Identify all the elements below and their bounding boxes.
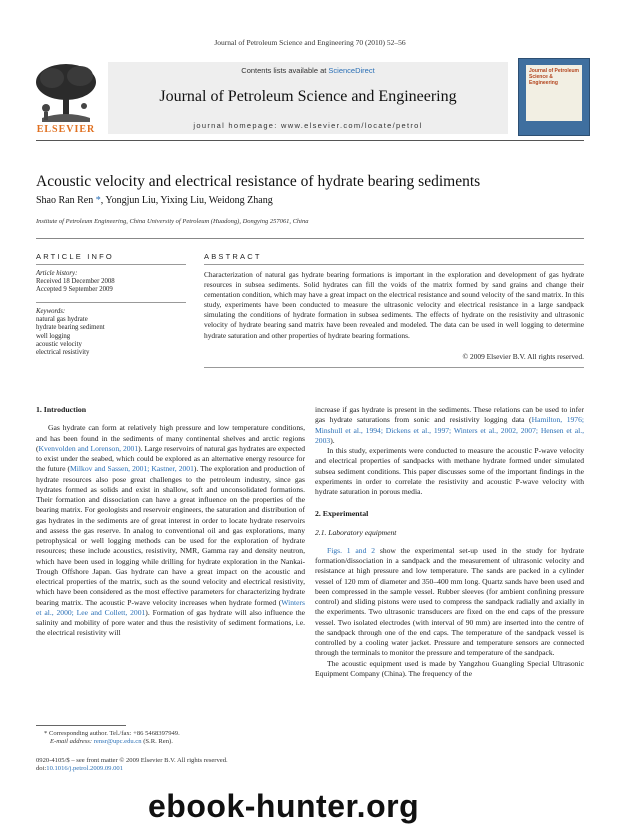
email-suffix: (S.R. Ren). bbox=[141, 738, 173, 746]
article-info-heading: ARTICLE INFO bbox=[36, 252, 114, 261]
abstract-text: Characterization of natural gas hydrate bearing formations is important in the exploration and development of gas hydrate resources in subsea sediments. Solid hydrates can fill the voids of the matrix formed by sand grains and change their cementation condition, which may have a great impact on the electrical resistance and sound velocity of the sand matrix. In this study, experiments have been conducted to measure the ultrasonic velocity and electrical resistance in a large sandpack simulating the conditions of hydrate formation in subsea sediments. The effects of hydrate on the resistivity and ultrasonic velocity of hydrate bearing sand matrix have been revealed and modeled. The data can be used in well logging to determine hydrate saturation and other properties of hydrate bearing formations. bbox=[204, 270, 584, 340]
accepted-date: Accepted 9 September 2009 bbox=[36, 286, 113, 294]
article-history bbox=[36, 270, 186, 295]
keywords-block bbox=[36, 308, 186, 357]
left-column bbox=[36, 405, 305, 639]
equipment-paragraph-2: The acoustic equipment used is made by Yangzhou Guangling Special Ultrasonic Equipment Company (China). The frequency of the bbox=[315, 658, 584, 678]
journal-title: Journal of Petroleum Science and Engineering bbox=[159, 88, 457, 105]
keywords-label: Keywords: bbox=[36, 308, 66, 315]
abstract-heading: ABSTRACT bbox=[204, 252, 262, 261]
email-link[interactable]: rensr@upc.edu.cn bbox=[93, 738, 142, 746]
section-heading-experimental: 2. Experimental bbox=[315, 509, 369, 519]
abstract-copyright: © 2009 Elsevier B.V. All rights reserved. bbox=[462, 352, 584, 361]
journal-cover-thumbnail bbox=[518, 58, 590, 136]
keyword: well logging bbox=[36, 332, 71, 340]
corresponding-info: Corresponding author. Tel./fax: +86 5468397949. bbox=[48, 730, 180, 737]
keyword: acoustic velocity bbox=[36, 340, 82, 348]
contents-line bbox=[108, 66, 508, 75]
abstract-rule bbox=[204, 264, 584, 265]
article-title: Acoustic velocity and electrical resistance of hydrate bearing sediments bbox=[36, 173, 481, 190]
doi-prefix: doi: bbox=[36, 765, 47, 773]
journal-homepage[interactable]: journal homepage: www.elsevier.com/locate/petrol bbox=[193, 121, 423, 130]
keyword: hydrate bearing sediment bbox=[36, 324, 105, 332]
elsevier-wordmark: ELSEVIER bbox=[36, 124, 96, 135]
issn-line: 0920-4105/$ – see front matter © 2009 Elsevier B.V. All rights reserved. bbox=[36, 757, 228, 764]
footnote-rule bbox=[36, 725, 126, 726]
cover-title: Journal of Petroleum Science & Engineering bbox=[529, 68, 580, 86]
subsection-heading-equipment: 2.1. Laboratory equipment bbox=[315, 527, 397, 537]
text-run: show the experimental set-up used in the study for hydrate formation/dissociation in a sandpack and the measurement of ultrasonic velocity and resistance at high pressure and low temperature. The sands are packed in a cylinder vessel of 120 mm of diameter and 350–400 mm long. Quartz sands have been used and been compressed in the sample vessel. Rubber sleeves (for ambient confining pressure control) and sliding pistons were used to compress the sandpack radially and axially in the experiments. Two ultrasonic transducers are fixed on the end caps of the pressure vessel. Two isolated electrodes (with interval of 90 mm) are inserted into the centre of the sandpack through one of the end caps. The temperature of the sandpack vessel is controlled by a cooling water jacket. Pressure and temperature sensors are connected through the terminals to monitor the pressure and temperature of the sandpack. bbox=[315, 545, 584, 658]
figure-link[interactable]: Figs. 1 and 2 bbox=[327, 545, 376, 555]
footnote-star: * bbox=[44, 730, 49, 737]
text-run: ). The exploration and production of hydrate resources also pose great challenges to the petroleum industry, since gas hydrates formed as solids and exist in shallow, soft and unconsolidated formations. Their formation and dissociation can have a great influence on the properties of the bearing matrix. For geologists and reservoir engineers, the saturation and distribution of gas hydrates in the sediments are of great interest in order to locate hydrate reservoirs and assess the gas reserve. In analog to conventional oil and gas explorations, many petrophysical or well logging methods can be used for the exploration of hydrate resources; these include acoustics, resistivity, NMR, Gamma ray and density neutron, which have been used in logging while drilling for hydrate exploration in the Nankai-Trough Offshore Japan. Gas hydrate can have a great impact on the acoustic and electrical properties of the matrix, such as the sound velocity and electrical resistivity, which have been considered as the most effective parameters for characterizing hydrate bearing matrix. The acoustic P-wave velocity increases when hydrate formed ( bbox=[36, 464, 306, 607]
citation-link[interactable]: Hamilton, 1976; Minshull et al., 1994; Dickens et al., 1997; Winters et al., 2002, 2007; Hensen et al., 2003 bbox=[315, 415, 584, 445]
corresponding-author-mark[interactable]: * bbox=[93, 195, 101, 206]
keyword: natural gas hydrate bbox=[36, 316, 88, 324]
text-run: increase if gas hydrate is present in the sediments. These relations can be used to infer gas hydrate saturations from sonic and resistivity logging data ( bbox=[315, 405, 584, 425]
intro-paragraph-2 bbox=[315, 405, 584, 446]
header-rule bbox=[36, 140, 584, 141]
title-rule bbox=[36, 238, 584, 239]
intro-paragraph-3: In this study, experiments were conducted to measure the acoustic P-wave velocity and electrical properties of sandpacks with methane hydrate formed under simulated subsea sediment conditions. This paper discusses some of the important findings in the experiments in order to correlate the resistivity and acoustic P-wave velocity with hydrate saturation in porous media. bbox=[315, 446, 584, 496]
text-run: Gas hydrate can form at relatively high pressure and low temperature conditions, and has been found in the sediments of many continental shelves and arctic regions ( bbox=[36, 423, 305, 453]
equipment-paragraph-1 bbox=[315, 546, 584, 659]
intro-paragraph-1 bbox=[36, 423, 305, 638]
abstract-bottom-rule bbox=[204, 367, 584, 368]
doi-link[interactable]: 10.1016/j.petrol.2009.09.001 bbox=[46, 765, 124, 773]
journal-reference: Journal of Petroleum Science and Engineering 70 (2010) 52–56 bbox=[214, 38, 406, 47]
issn-doi-block bbox=[36, 757, 306, 774]
author-rest: , Yongjun Liu, Yixing Liu, Weidong Zhang bbox=[100, 195, 273, 206]
section-heading-introduction: 1. Introduction bbox=[36, 405, 87, 414]
citation-link[interactable]: Kvenvolden and Lorenson, 2001 bbox=[38, 443, 139, 453]
citation-link[interactable]: Milkov and Sassen, 2001; Kastner, 2001 bbox=[70, 464, 194, 474]
right-column bbox=[315, 405, 584, 679]
affiliation: Institute of Petroleum Engineering, China University of Petroleum (Huadong), Dongying 257061, China bbox=[36, 218, 309, 225]
watermark-text: ebook-hunter.org bbox=[148, 788, 420, 824]
text-run: ). bbox=[330, 435, 335, 445]
text-run: ). Large reservoirs of natural gas hydrates are expected to exist under the seabed, which could be explored as an alternative energy resource for the future ( bbox=[36, 443, 305, 474]
text-run: ). Formation of gas hydrate will also influence the salinity and mobility of pore water and thus the resistivity of sediment formations, i.e. the electrical resistivity will bbox=[36, 607, 306, 638]
contents-prefix: Contents lists available at bbox=[241, 66, 329, 75]
citation-link[interactable]: Winters et al., 2000; Lee and Collett, 2001 bbox=[36, 597, 305, 617]
received-date: Received 18 December 2008 bbox=[36, 278, 115, 286]
article-info-rule bbox=[36, 264, 186, 265]
sciencedirect-link[interactable]: ScienceDirect bbox=[328, 66, 375, 75]
corresponding-footnote bbox=[36, 730, 306, 747]
keyword: electrical resistivity bbox=[36, 349, 90, 357]
author-list bbox=[36, 195, 273, 206]
author-first: Shao Ran Ren bbox=[36, 195, 94, 206]
keywords-rule bbox=[36, 302, 186, 303]
history-label: Article history: bbox=[36, 270, 78, 277]
email-label: E-mail address: bbox=[50, 738, 94, 746]
